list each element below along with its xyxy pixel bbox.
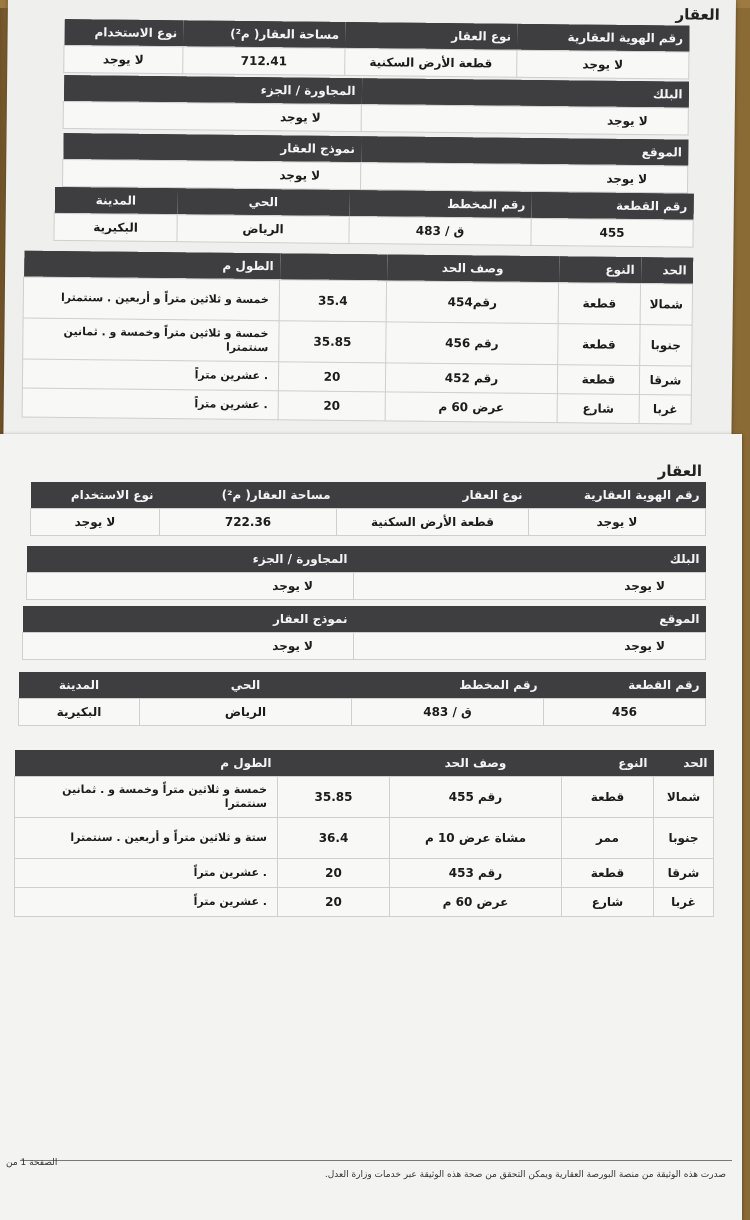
boundary-kind: قطعة <box>558 283 640 325</box>
plot-table <box>53 187 694 248</box>
adjacent-part-header: المجاورة / الجزء <box>63 75 361 105</box>
block-table <box>63 75 690 136</box>
boundary-desc-header: وصف الحد <box>387 254 559 282</box>
property-type-value: قطعة الأرض السكنية <box>337 509 529 536</box>
boundary-desc: رقم 453 <box>390 859 562 888</box>
boundary-desc: رقم 452 <box>385 363 557 394</box>
document-sheet-1 <box>3 0 736 470</box>
boundary-side: جنوبا <box>640 325 692 367</box>
boundary-desc: عرض 60 م <box>385 392 557 423</box>
location-header: الموقع <box>361 136 688 166</box>
boundaries-table <box>14 750 714 917</box>
boundary-length-text: . عشرين متراً <box>15 888 278 917</box>
boundary-kind: قطعة <box>558 324 640 366</box>
area-header: مساحة العقار( م²) <box>160 482 337 509</box>
boundary-kind: قطعة <box>557 365 639 395</box>
property-info-table <box>63 19 690 80</box>
boundary-desc: عرض 60 م <box>390 888 562 917</box>
block-value: لا يوجد <box>354 573 706 600</box>
footer-note: صدرت هذه الوثيقة من منصة البورصة العقارية ويمكن التحقق من صحة هذه الوثيقة عبر خدمات وزارة العدل. <box>324 1170 726 1180</box>
table-row <box>15 818 714 859</box>
plot-no-header: رقم القطعة <box>544 672 706 699</box>
kind-header: النوع <box>559 256 641 283</box>
boundary-desc: رقم454 <box>386 281 558 324</box>
boundary-length: 20 <box>278 859 390 888</box>
property-info-table <box>30 482 706 536</box>
boundary-length: 35.85 <box>279 321 386 363</box>
usage-type-value: لا يوجد <box>31 509 160 536</box>
location-table <box>62 133 689 194</box>
location-header: الموقع <box>354 606 706 633</box>
block-header: البلك <box>361 78 688 108</box>
section-title: العقار <box>675 5 720 24</box>
adjacent-part-value: لا يوجد <box>27 573 354 600</box>
plan-no-header: رقم المخطط <box>349 190 531 218</box>
footer-divider <box>20 1160 732 1161</box>
id-no-header: رقم الهوية العقارية <box>517 24 689 52</box>
boundary-length: 35.4 <box>279 280 386 322</box>
boundary-header: الحد <box>654 750 714 777</box>
boundary-side: جنوبا <box>654 818 714 859</box>
property-model-header: نموذج العقار <box>23 606 354 633</box>
district-header: الحي <box>177 188 349 216</box>
usage-type-value: لا يوجد <box>64 45 183 73</box>
location-value: لا يوجد <box>354 633 706 660</box>
plot-no-value: 455 <box>531 218 693 247</box>
boundary-length: 20 <box>278 362 385 392</box>
boundary-kind: شارع <box>557 394 639 424</box>
property-model-value: لا يوجد <box>23 633 354 660</box>
city-header: المدينة <box>19 672 140 699</box>
district-value: الرياض <box>177 215 349 244</box>
boundary-side: شمالا <box>640 284 692 326</box>
city-header: المدينة <box>54 187 177 215</box>
location-table <box>22 606 706 660</box>
boundary-length-text: . عشرين متراً <box>15 859 278 888</box>
boundary-kind: قطعة <box>562 777 654 818</box>
table-row <box>15 777 714 818</box>
property-type-header: نوع العقار <box>337 482 529 509</box>
plan-no-value: ق / 483 <box>352 699 544 726</box>
boundary-side: شمالا <box>654 777 714 818</box>
boundary-header: الحد <box>641 257 693 284</box>
id-no-value: لا يوجد <box>517 50 689 79</box>
location-value: لا يوجد <box>360 163 687 193</box>
boundary-side: غربا <box>654 888 714 917</box>
usage-type-header: نوع الاستخدام <box>31 482 160 509</box>
block-value: لا يوجد <box>361 105 688 135</box>
boundary-side: شرقا <box>654 859 714 888</box>
boundary-desc: رقم 456 <box>386 322 558 365</box>
boundary-kind: شارع <box>562 888 654 917</box>
boundary-length-text: خمسة و ثلاثين متراً وخمسة و . ثمانين سنتمترا <box>23 318 279 362</box>
property-type-value: قطعة الأرض السكنية <box>345 48 517 77</box>
boundary-length-text: . عشرين متراً <box>22 359 278 391</box>
table-row <box>22 388 691 424</box>
property-model-header: نموذج العقار <box>63 133 361 163</box>
plot-no-header: رقم القطعة <box>531 192 693 220</box>
id-no-header: رقم الهوية العقارية <box>529 482 706 509</box>
boundary-length-text: . عشرين متراً <box>22 388 278 420</box>
city-value: البكيرية <box>54 213 177 241</box>
boundary-length: 35.85 <box>278 777 390 818</box>
property-type-header: نوع العقار <box>345 22 517 50</box>
block-header: البلك <box>354 546 706 573</box>
kind-header: النوع <box>562 750 654 777</box>
length-header: الطول م <box>24 251 280 280</box>
area-header: مساحة العقار( م²) <box>183 20 345 48</box>
table-row <box>15 859 714 888</box>
usage-type-header: نوع الاستخدام <box>64 19 183 47</box>
district-header: الحي <box>140 672 352 699</box>
adjacent-part-header: المجاورة / الجزء <box>27 546 354 573</box>
boundary-kind: قطعة <box>562 859 654 888</box>
length-number-header <box>278 750 390 777</box>
boundary-side: غربا <box>639 395 691 425</box>
plot-table <box>18 672 706 726</box>
length-number-header <box>280 253 387 281</box>
boundary-length: 36.4 <box>278 818 390 859</box>
boundary-length-text: خمسة و ثلاثين متراً وخمسة و . ثمانين سنتمترا <box>15 777 278 818</box>
plan-no-header: رقم المخطط <box>352 672 544 699</box>
boundaries-table <box>22 251 694 425</box>
boundary-length-text: خمسة و ثلاثين متراً و أربعين . سنتمترا <box>23 277 279 321</box>
boundary-desc-header: وصف الحد <box>390 750 562 777</box>
table-row <box>23 277 692 325</box>
area-value: 712.41 <box>183 47 345 76</box>
boundary-desc: رقم 455 <box>390 777 562 818</box>
boundary-length: 20 <box>278 391 385 421</box>
boundary-length: 20 <box>278 888 390 917</box>
area-value: 722.36 <box>160 509 337 536</box>
plan-no-value: ق / 483 <box>349 216 531 245</box>
plot-no-value: 456 <box>544 699 706 726</box>
property-model-value: لا يوجد <box>63 159 361 189</box>
adjacent-part-value: لا يوجد <box>63 101 361 131</box>
block-table <box>26 546 706 600</box>
table-row <box>15 888 714 917</box>
city-value: البكيرية <box>19 699 140 726</box>
boundary-length-text: ستة و ثلاثين متراً و أربعين . سنتمترا <box>15 818 278 859</box>
boundary-desc: مشاة عرض 10 م <box>390 818 562 859</box>
length-header: الطول م <box>15 750 278 777</box>
id-no-value: لا يوجد <box>529 509 706 536</box>
district-value: الرياض <box>140 699 352 726</box>
boundary-side: شرقا <box>639 366 691 396</box>
boundary-kind: ممر <box>562 818 654 859</box>
document-sheet-2 <box>0 434 742 1220</box>
page-number: الصفحة 1 من <box>6 1158 58 1168</box>
section-title: العقار <box>657 462 702 480</box>
table-row <box>23 318 692 366</box>
